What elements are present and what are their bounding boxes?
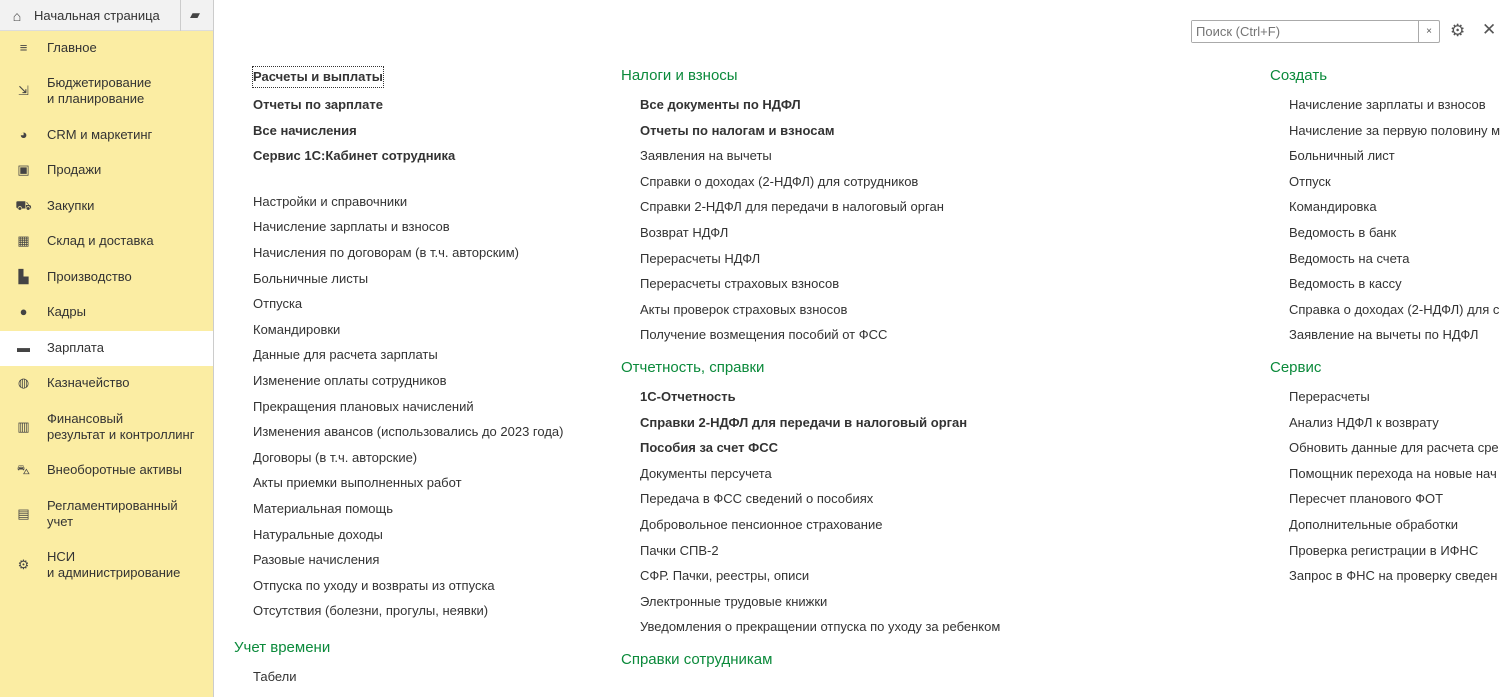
sidebar-item[interactable] (0, 189, 213, 224)
card-icon: ▬ (17, 340, 30, 355)
nav-link[interactable]: Возврат НДФЛ (640, 224, 729, 240)
chat-icon[interactable]: ▰ (190, 7, 200, 22)
link-2[interactable]: Отчеты по зарплате (253, 97, 383, 112)
settings-gear-icon[interactable]: ⚙ (1450, 21, 1466, 40)
sidebar-item[interactable] (0, 153, 213, 188)
sidebar-item-label: Склад и доставка (47, 233, 154, 248)
sidebar-item-label: CRM и маркетинг (47, 127, 153, 142)
sidebar-item[interactable] (0, 260, 213, 295)
section-header: Учет времени (234, 638, 331, 656)
nav-link[interactable]: Пособия за счет ФСС (640, 440, 778, 456)
nav-link[interactable]: Справка о доходах (2-НДФЛ) для с (1289, 301, 1500, 317)
nav-link[interactable]: Получение возмещения пособий от ФСС (640, 327, 888, 343)
nav-link[interactable]: Отсутствия (болезни, прогулы, неявки) (253, 603, 489, 619)
coins-icon: ◍ (17, 375, 30, 390)
nav-link[interactable]: Справки 2-НДФЛ для передачи в налоговый орган (640, 199, 944, 215)
sidebar-item-label: Кадры (47, 304, 86, 319)
nav-link[interactable]: Акты приемки выполненных работ (253, 475, 462, 491)
nav-link[interactable]: Справки 2-НДФЛ для передачи в налоговый орган (640, 414, 968, 430)
section-header: Налоги и взносы (621, 67, 738, 84)
sidebar-item-label: Регламентированный учет (47, 498, 178, 529)
car-icon: ⛍ (16, 462, 31, 477)
nav-link[interactable]: Изменение оплаты сотрудников (253, 372, 447, 388)
close-icon[interactable]: ✕ (1482, 20, 1497, 39)
chart-icon: ▥ (17, 419, 30, 434)
clear-search-button[interactable]: × (1418, 21, 1439, 42)
nav-link[interactable]: Ведомость на счета (1289, 250, 1410, 266)
nav-link[interactable]: Больничные листы (253, 270, 369, 286)
link-1[interactable]: Расчеты и выплаты (253, 67, 383, 87)
sidebar-item[interactable] (0, 118, 213, 153)
sidebar-item[interactable] (0, 295, 213, 330)
nav-link[interactable]: Документы персучета (640, 465, 772, 481)
nav-link[interactable]: Электронные трудовые книжки (640, 593, 828, 609)
nav-link[interactable]: Передача в ФСС сведений о пособиях (640, 491, 874, 507)
nav-link[interactable]: Договоры (в т.ч. авторские) (253, 449, 418, 465)
main-panel (213, 0, 1500, 697)
nav-link[interactable]: Начисление зарплаты и взносов (1289, 97, 1486, 112)
nav-link[interactable]: Ведомость в банк (1289, 224, 1397, 240)
sidebar-item-label: НСИ и администрирование (47, 549, 181, 580)
column-3 (1270, 60, 1500, 589)
column-2 (621, 60, 1000, 676)
nav-link[interactable]: Добровольное пенсионное страхование (640, 516, 883, 532)
sidebar-item-label: Казначейство (47, 375, 130, 390)
cart-icon: ⛟ (15, 198, 32, 213)
nav-link[interactable]: Данные для расчета зарплаты (253, 347, 438, 363)
nav-link[interactable]: Уведомления о прекращении отпуска по уходу за ребенком (640, 619, 1001, 635)
section-header: Сервис (1270, 358, 1322, 376)
bag-icon: ▣ (17, 162, 30, 177)
nav-link[interactable]: Обновить данные для расчета сре (1289, 440, 1499, 456)
sidebar-item-label: Внеоборотные активы (47, 462, 183, 477)
nav-link[interactable]: Отпуск (1289, 173, 1331, 189)
sidebar-item-label: Закупки (47, 198, 95, 213)
nav-link[interactable]: Заявления на вычеты (640, 148, 772, 164)
nav-link[interactable]: Перерасчеты (1289, 388, 1370, 404)
nav-link[interactable]: Пересчет планового ФОТ (1289, 491, 1444, 507)
sidebar-item[interactable] (0, 69, 213, 113)
sidebar-item[interactable] (0, 405, 213, 449)
sidebar (0, 31, 213, 697)
search-box[interactable] (1191, 20, 1440, 43)
sidebar-item[interactable] (0, 31, 213, 66)
nav-link[interactable]: 1С-Отчетность (640, 388, 736, 404)
nav-link[interactable]: Отпуска (253, 296, 303, 312)
link-3[interactable]: Все начисления (253, 122, 357, 138)
nav-link[interactable]: Начисление за первую половину м (1289, 122, 1500, 138)
home-icon: ⌂ (12, 7, 22, 24)
gear-icon: ⚙ (17, 557, 30, 572)
nav-link[interactable]: Запрос в ФНС на проверку сведен (1289, 568, 1498, 584)
nav-link[interactable]: Проверка регистрации в ИФНС (1289, 542, 1479, 558)
nav-link[interactable]: Ведомость в кассу (1289, 276, 1402, 292)
top-bar (0, 0, 213, 31)
sidebar-item[interactable] (0, 492, 213, 536)
link-4[interactable]: Сервис 1С:Кабинет сотрудника (253, 148, 456, 164)
nav-link[interactable]: Начисление зарплаты и взносов (253, 219, 450, 235)
nav-link[interactable]: Помощник перехода на новые нач (1289, 465, 1497, 481)
nav-link[interactable]: Натуральные доходы (253, 526, 383, 542)
menu-icon: ≡ (19, 40, 28, 55)
nav-link[interactable]: Анализ НДФЛ к возврату (1289, 414, 1439, 430)
sidebar-item-label: Бюджетирование и планирование (47, 75, 152, 106)
nav-link[interactable]: Табели (253, 668, 297, 684)
nav-link[interactable]: Разовые начисления (253, 552, 380, 568)
nav-link[interactable]: Отпуска по уходу и возвраты из отпуска (253, 577, 495, 593)
nav-link[interactable]: Начисления по договорам (в т.ч. авторским) (253, 244, 519, 260)
factory-icon: ▙ (18, 269, 29, 284)
sidebar-item-label: Продажи (47, 162, 102, 177)
nav-link[interactable]: Больничный лист (1289, 148, 1395, 164)
section-header: Справки сотрудникам (621, 650, 773, 668)
person-icon: ● (19, 304, 28, 319)
sidebar-item-label: Производство (47, 269, 132, 284)
warehouse-icon: ▦ (17, 233, 30, 248)
sidebar-item[interactable] (0, 224, 213, 259)
nav-link[interactable]: Настройки и справочники (253, 193, 408, 209)
nav-link[interactable]: Перерасчеты страховых взносов (640, 276, 840, 292)
home-tab[interactable] (0, 0, 181, 31)
sidebar-item[interactable] (0, 543, 213, 587)
sidebar-item-label: Зарплата (47, 340, 104, 355)
section-header: Отчетность, справки (621, 358, 765, 376)
search-input[interactable] (1192, 21, 1418, 42)
crm-icon: ◕ (19, 127, 28, 142)
section-header: Создать (1270, 67, 1328, 84)
sidebar-item[interactable] (0, 366, 213, 401)
column-1 (234, 67, 564, 689)
nav-link[interactable]: Дополнительные обработки (1289, 516, 1458, 532)
nav-link[interactable]: Командировка (1289, 199, 1377, 215)
sidebar-item-label: Главное (47, 40, 97, 55)
nav-link[interactable]: Материальная помощь (253, 500, 394, 516)
nav-link[interactable]: Справки о доходах (2-НДФЛ) для сотрудников (640, 173, 919, 189)
home-tab-label: Начальная страница (34, 8, 160, 23)
nav-link[interactable]: Заявление на вычеты по НДФЛ (1289, 327, 1479, 343)
nav-link[interactable]: Изменения авансов (использовались до 2023 года) (253, 424, 564, 440)
sidebar-item[interactable] (0, 331, 213, 366)
sidebar-item[interactable] (0, 453, 213, 488)
nav-link[interactable]: Командировки (253, 321, 341, 337)
budget-icon: ⇲ (18, 83, 29, 98)
nav-link[interactable]: СФР. Пачки, реестры, описи (640, 568, 810, 584)
nav-link[interactable]: Все документы по НДФЛ (640, 97, 801, 112)
calculator-icon: ▤ (17, 506, 30, 521)
nav-link[interactable]: Акты проверок страховых взносов (640, 301, 848, 317)
nav-link[interactable]: Прекращения плановых начислений (253, 398, 474, 414)
nav-link[interactable]: Пачки СПВ-2 (640, 542, 719, 558)
sidebar-item-label: Финансовый результат и контроллинг (47, 411, 195, 442)
nav-link[interactable]: Отчеты по налогам и взносам (640, 122, 835, 138)
nav-link[interactable]: Перерасчеты НДФЛ (640, 250, 761, 266)
